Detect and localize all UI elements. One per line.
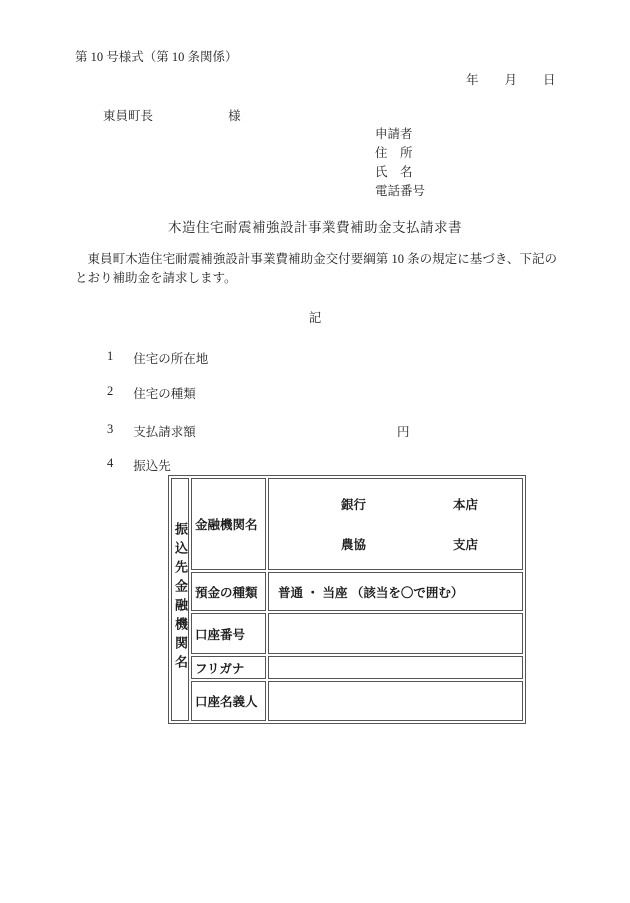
account-holder-field [268,681,523,721]
honorific-label: 様 [228,109,241,123]
item-number: 4 [107,456,114,470]
list-item-house-location [107,349,208,367]
date-line [466,70,556,88]
account-number-field [268,613,523,654]
financial-institution-field [268,478,523,570]
item-number: 1 [107,349,114,363]
account-number-label: 口座番号 [191,613,266,654]
item-label: 支払請求額 [133,425,196,439]
branch-label: 支店 [453,538,479,552]
bank-label: 銀行 [341,498,367,512]
main-branch-label: 本店 [453,498,479,512]
vertical-header-cell [171,478,189,721]
month-label: 月 [504,73,518,87]
day-label: 日 [543,73,556,87]
item-number: 3 [107,422,114,436]
ki-marker: 記 [308,311,322,325]
item-label: 振込先 [133,459,171,473]
agri-coop-line [269,535,522,553]
year-label: 年 [466,73,479,87]
financial-institution-label: 金融機関名 [191,478,266,570]
addressee-name: 東員町長 [103,109,154,123]
body-paragraph: 東員町木造住宅耐震補強設計事業費補助金交付要綱第 10 条の規定に基づき、下記のとおり補助金を請求します。 [75,252,557,285]
addressee-line [103,106,241,124]
applicant-address-label: 住 所 [375,146,413,160]
list-item-payment-amount [107,422,410,440]
vertical-header-text: 振込先金融機関名 [173,522,188,674]
applicant-block [375,125,425,201]
document-title: 木造住宅耐震補強設計事業費補助金支払請求書 [168,220,462,235]
agri-coop-label: 農協 [341,538,367,552]
furigana-label: フリガナ [191,656,266,679]
item-label: 住宅の所在地 [133,352,209,366]
furigana-field [268,656,523,679]
item-number: 2 [107,384,114,398]
deposit-type-label: 預金の種類 [191,572,266,611]
account-holder-label: 口座名義人 [191,681,266,721]
deposit-type-options: 普通 ・ 当座 （該当を〇で囲む） [268,572,523,611]
list-item-transfer-destination [107,456,171,474]
applicant-name-label: 氏 名 [375,165,413,179]
list-item-house-type [107,384,196,402]
item-label: 住宅の種類 [133,387,196,401]
applicant-label: 申請者 [375,127,413,141]
form-number: 第 10 号様式（第 10 条関係） [75,50,238,64]
applicant-phone-label: 電話番号 [375,184,426,198]
bank-line [269,495,522,513]
bank-transfer-table [168,475,526,724]
yen-unit-label: 円 [397,425,410,439]
